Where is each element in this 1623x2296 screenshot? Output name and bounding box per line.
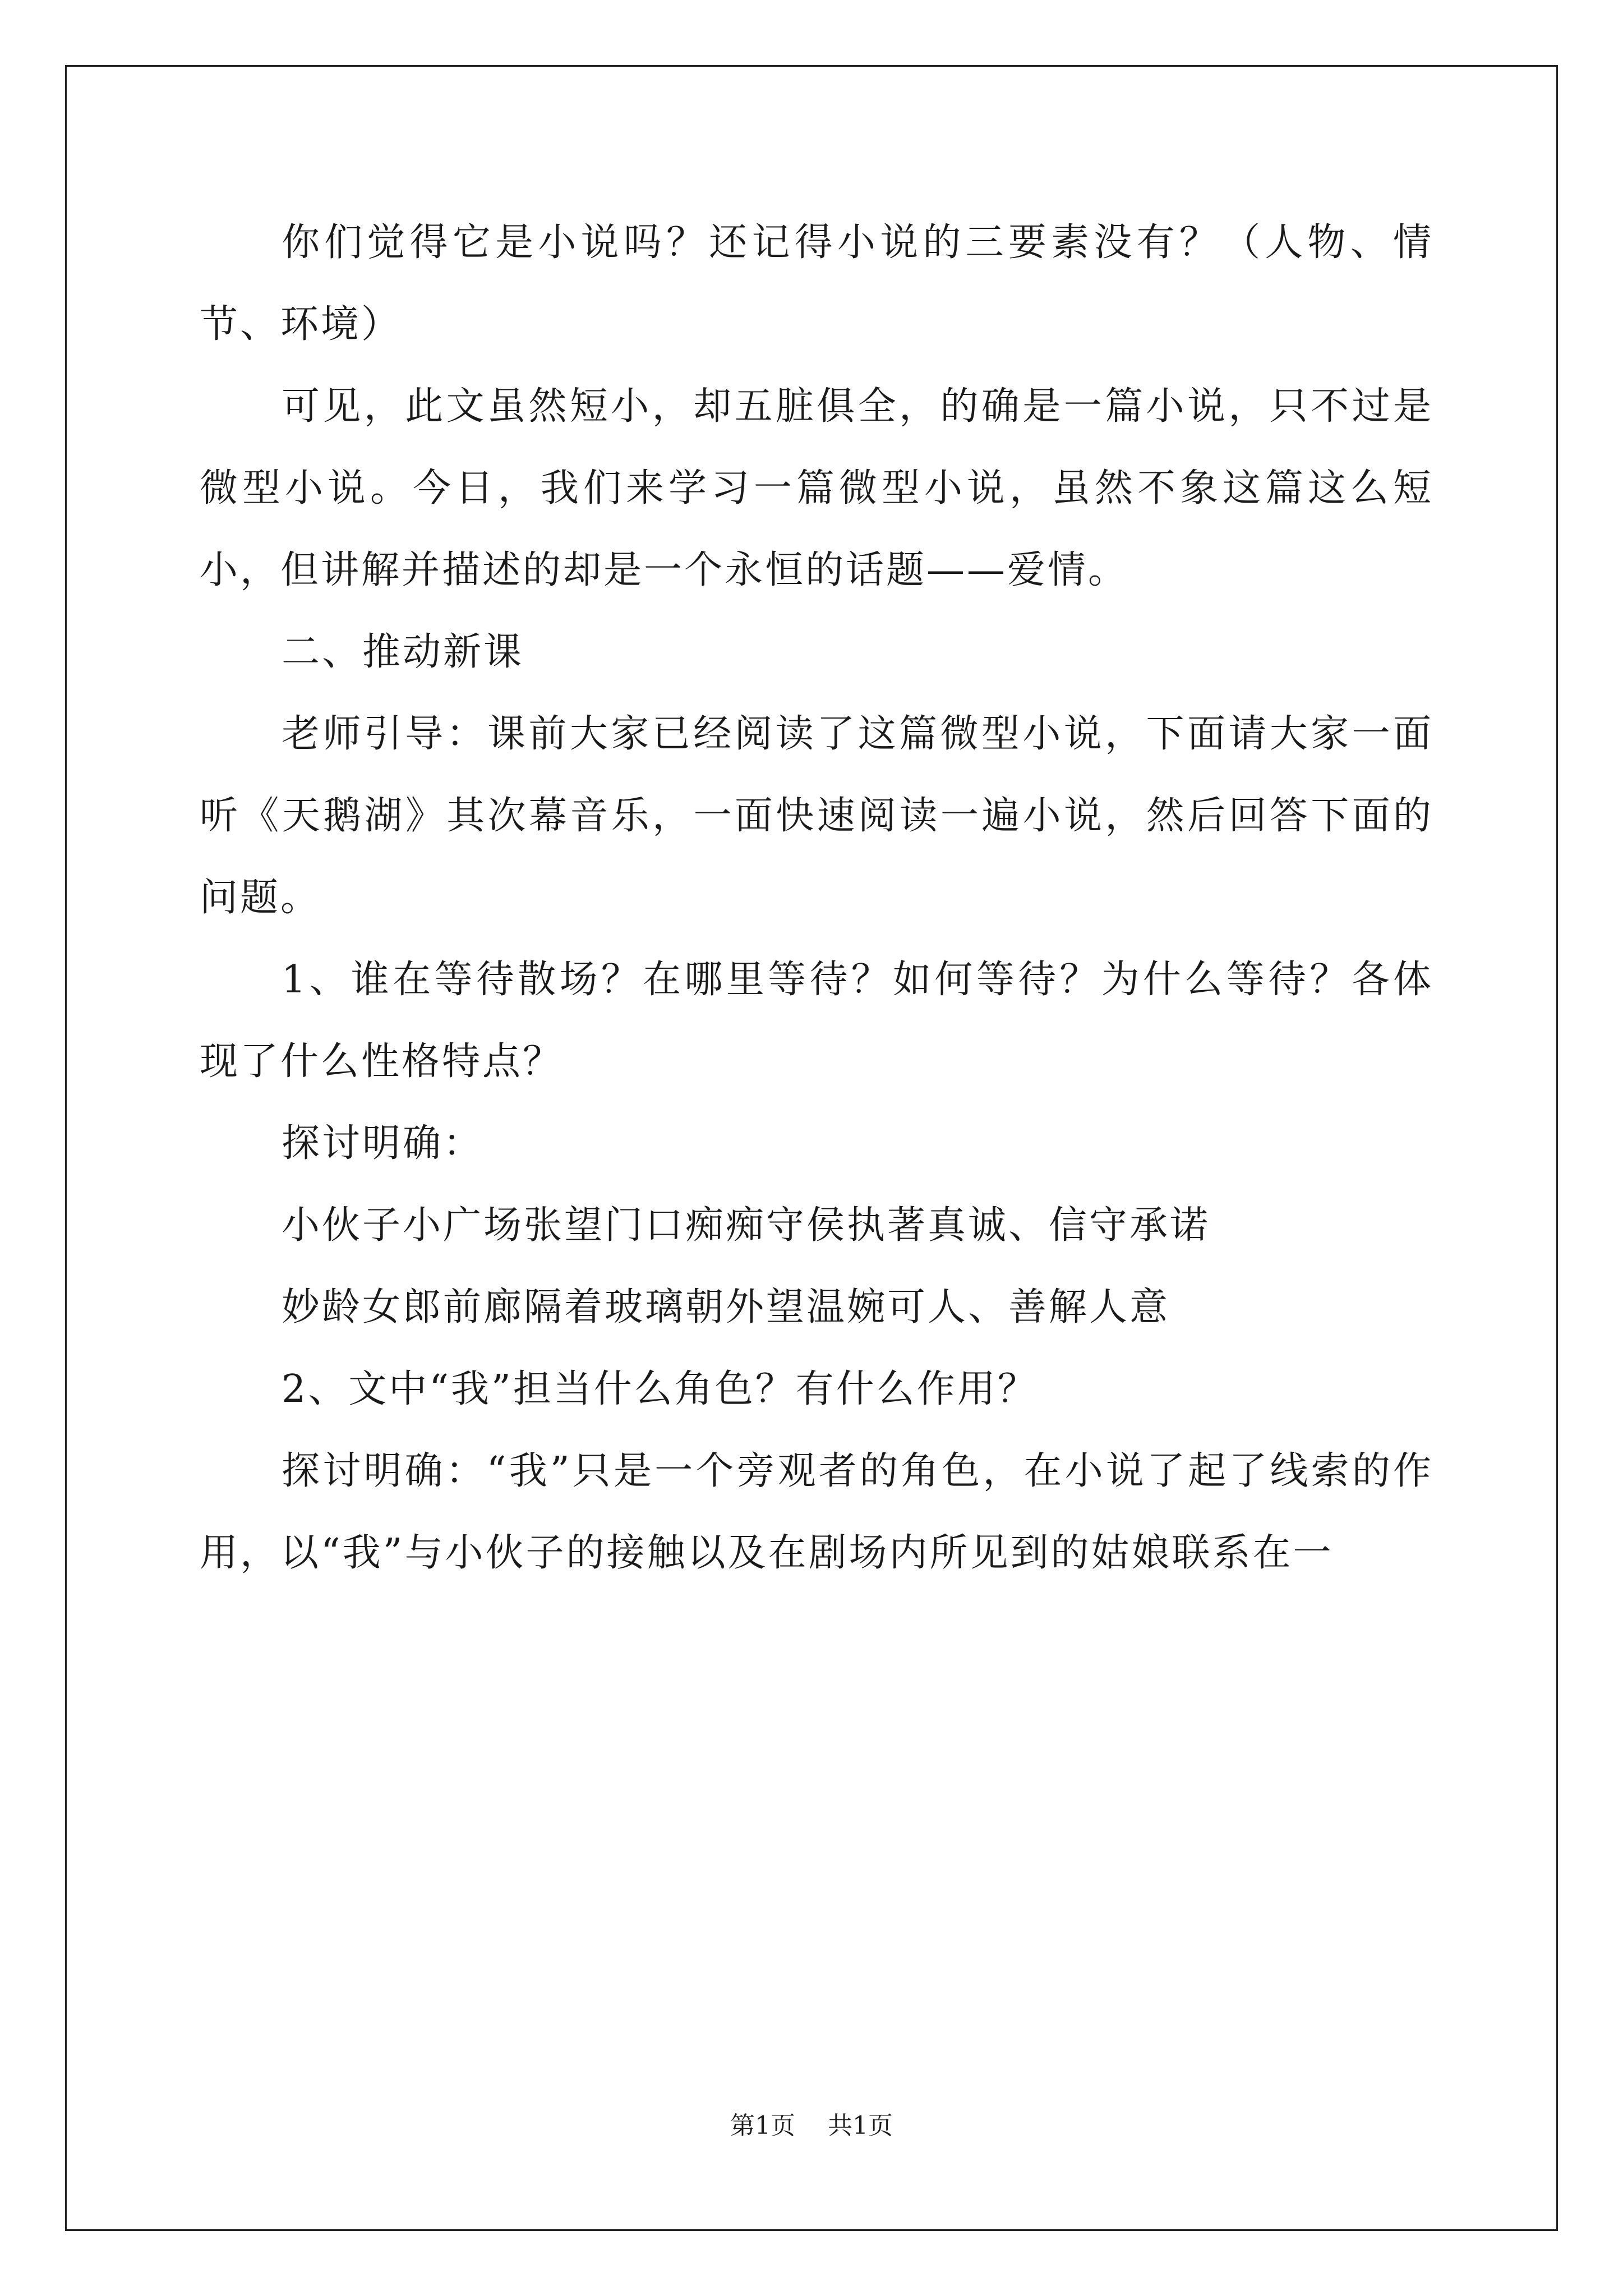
paragraph-1: 你们觉得它是小说吗？还记得小说的三要素没有？（人物、情节、环境） [200, 220, 1433, 347]
answer-line-1: 小伙子小广场张望门口痴痴守侯执著真诚、信守承诺 [282, 1203, 1211, 1248]
page-number-current: 第1页 [730, 2111, 795, 2140]
paragraph-3: 老师引导：课前大家已经阅读了这篇微型小说，下面请大家一面听《天鹅湖》其次幕音乐，一面快速阅读一遍小说，然后回答下面的问题。 [200, 712, 1433, 920]
answer-line-2: 妙龄女郎前廊隔着玻璃朝外望温婉可人、善解人意 [282, 1285, 1170, 1329]
answer-2: 探讨明确：“我”只是一个旁观者的角色，在小说了起了线索的作用，以“我”与小伙子的接触以及在剧场内所见到的姑娘联系在一 [200, 1449, 1433, 1575]
answer-label-1: 探讨明确： [282, 1121, 484, 1166]
question-1: 1、谁在等待散场？在哪里等待？如何等待？为什么等待？各体现了什么性格特点？ [200, 958, 1433, 1084]
document-body [200, 202, 1433, 1594]
paragraph-2: 可见，此文虽然短小，却五脏俱全，的确是一篇小说，只不过是微型小说。今日，我们来学习一篇微型小说，虽然不象这篇这么短小，但讲解并描述的却是一个永恒的话题——爱情。 [200, 384, 1433, 592]
page-footer [0, 2109, 1623, 2143]
section-heading: 二、推动新课 [282, 630, 524, 674]
question-2: 2、文中“我”担当什么角色？有什么作用？ [282, 1367, 1038, 1411]
page-number-total: 共1页 [828, 2111, 893, 2140]
